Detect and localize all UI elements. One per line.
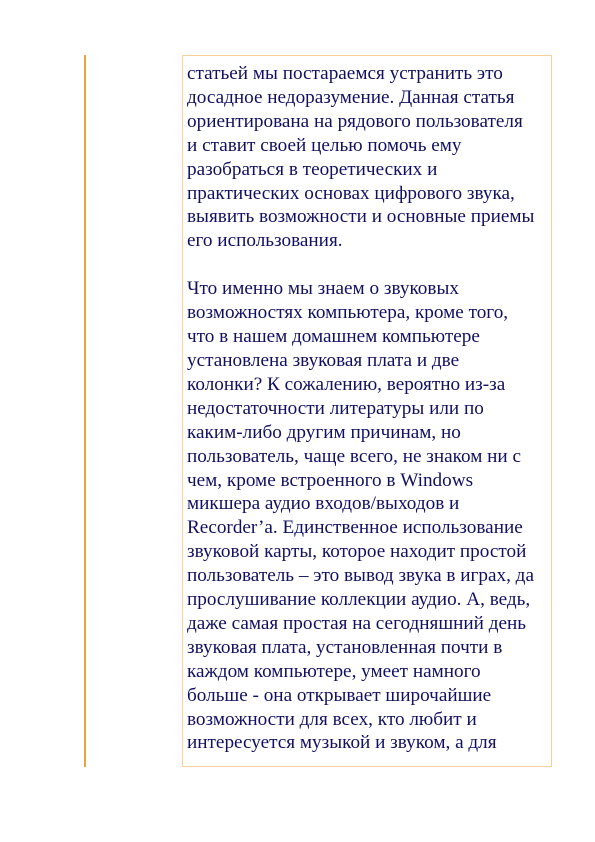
text-line: Что именно мы знаем о звуковых: [187, 278, 459, 300]
text-line: чем, кроме встроенного в Windows: [187, 469, 474, 491]
text-line: выявить возможности и основные приемы: [187, 206, 535, 228]
text-line: разобраться в теоретических и: [187, 158, 438, 180]
text-line: прослушивание коллекции аудио. А, ведь,: [187, 589, 531, 611]
text-line: возможностях компьютера, кроме того,: [187, 302, 509, 324]
text-line: звуковая плата, установленная почти в: [187, 636, 503, 658]
text-line: возможности для всех, кто любит и: [187, 708, 477, 730]
text-line: интересуется музыкой и звуком, а для: [187, 732, 497, 754]
text-line: практических основах цифрового звука,: [187, 182, 515, 204]
margin-rule: [84, 55, 86, 767]
text-line: пользователь – это вывод звука в играх, да: [187, 565, 534, 587]
text-line: пользователь, чаще всего, не знаком ни с: [187, 445, 521, 467]
text-line: досадное недоразумение. Данная статья: [187, 86, 515, 108]
text-line: колонки? К сожалению, вероятно из-за: [187, 373, 506, 395]
text-frame: [182, 55, 552, 767]
paragraph-gap: [187, 253, 551, 277]
text-line: статьей мы постараемся устранить это: [187, 63, 503, 84]
text-line: звуковой карты, которое находит простой: [187, 541, 527, 563]
text-line: что в нашем домашнем компьютере: [187, 326, 480, 348]
text-line: и ставит своей целью помочь ему: [187, 134, 462, 156]
text-line: недостаточности литературы или по: [187, 397, 484, 419]
paragraph-1: [187, 62, 551, 253]
text-line: каким-либо другим причинам, но: [187, 421, 461, 443]
text-line: ориентирована на рядового пользователя: [187, 110, 523, 132]
text-line: его использования.: [187, 230, 343, 252]
text-line: микшера аудио входов/выходов и: [187, 493, 460, 515]
text-line: Recorder’a. Единственное использование: [187, 517, 523, 539]
text-line: даже самая простая на сегодняшний день: [187, 612, 527, 634]
text-line: каждом компьютере, умеет намного: [187, 660, 481, 682]
text-line: больше - она открывает широчайшие: [187, 684, 492, 706]
text-line: установлена звуковая плата и две: [187, 349, 460, 371]
paragraph-2: [187, 277, 551, 755]
